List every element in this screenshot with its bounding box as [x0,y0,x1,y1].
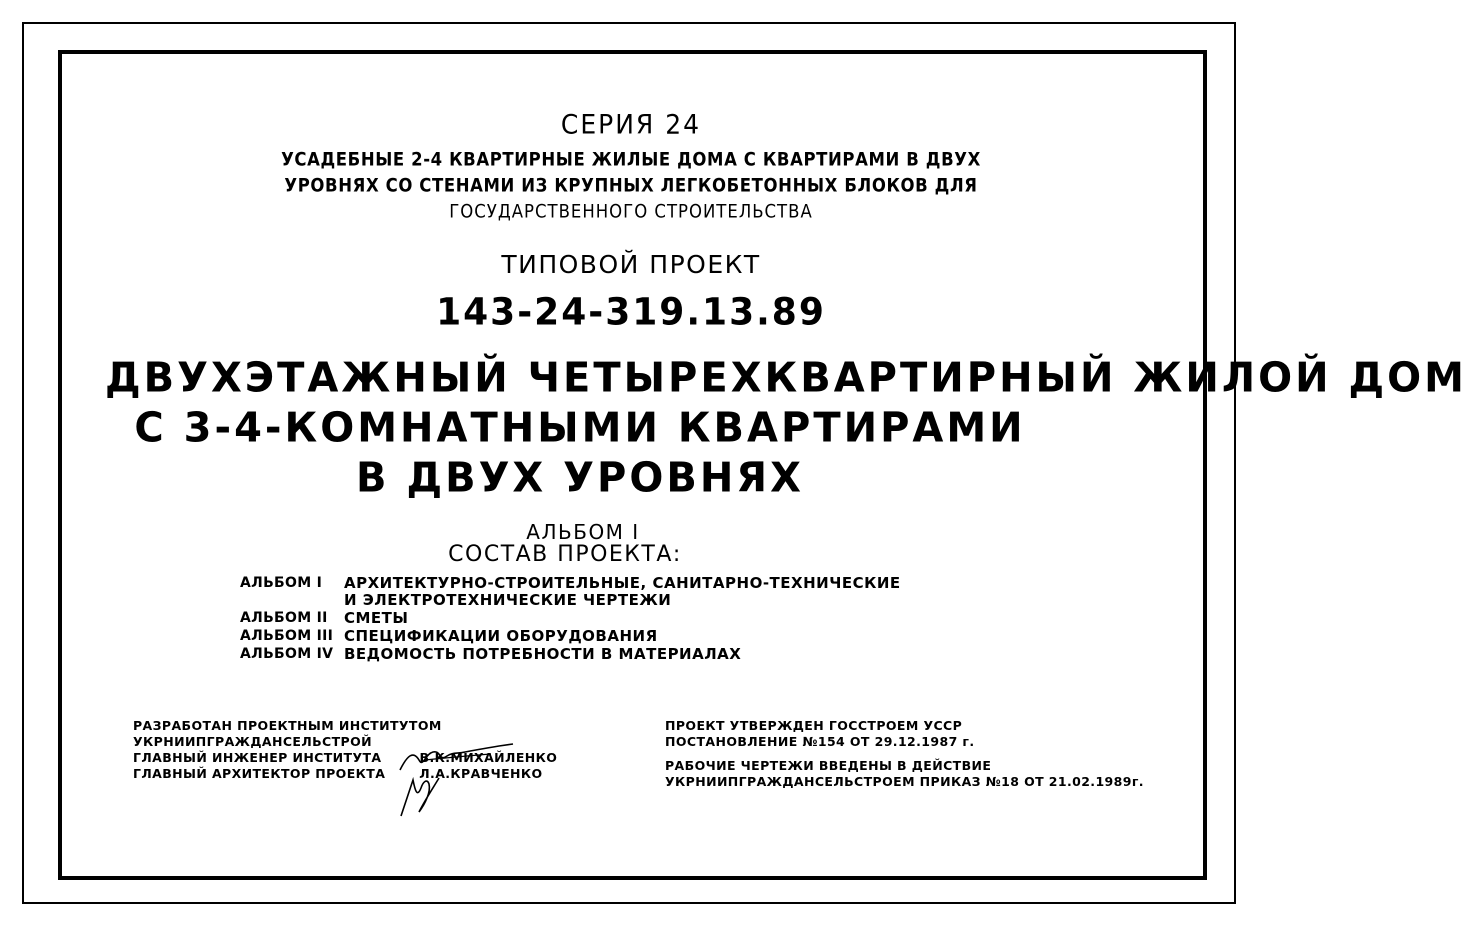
title-line3: В ДВУХ УРОВНЯХ [356,454,804,502]
approval-line2: ПОСТАНОВЛЕНИЕ №154 ОТ 29.12.1987 г. [665,734,975,749]
project-label: ТИПОВОЙ ПРОЕКТ [501,250,761,279]
list-item [240,646,901,663]
album-list [240,575,901,664]
album-description [344,575,901,609]
album-code: АЛЬБОМ I [240,575,323,591]
series-description-line1: УСАДЕБНЫЕ 2-4 КВАРТИРНЫЕ ЖИЛЫЕ ДОМА С КВАРТИРАМИ В ДВУХ [281,148,981,171]
list-item [240,575,901,609]
developer-line2: УКРНИИПГРАЖДАНСЕЛЬСТРОЙ [133,734,373,749]
series-heading: СЕРИЯ 24 [560,109,702,140]
approval-line1: ПРОЕКТ УТВЕРЖДЕН ГОССТРОЕМ УССР [665,718,963,733]
list-item [240,628,901,645]
developer-line1: РАЗРАБОТАН ПРОЕКТНЫМ ИНСТИТУТОМ [133,718,442,733]
chief-architect-name: Л.А.КРАВЧЕНКО [419,766,543,781]
album-description-line1: АРХИТЕКТУРНО-СТРОИТЕЛЬНЫЕ, САНИТАРНО-ТЕХНИЧЕСКИЕ [344,574,901,592]
album-label: АЛЬБОМ I [526,520,640,544]
architect-signature [395,770,445,820]
spacer [665,750,1144,758]
chief-engineer-role: ГЛАВНЫЙ ИНЖЕНЕР ИНСТИТУТА [133,750,382,765]
order-line2: УКРНИИПГРАЖДАНСЕЛЬСТРОЕМ ПРИКАЗ №18 ОТ 21.02.1989г. [665,774,1144,789]
order-line1: РАБОЧИЕ ЧЕРТЕЖИ ВВЕДЕНЫ В ДЕЙСТВИЕ [665,758,992,773]
album-description: ВЕДОМОСТЬ ПОТРЕБНОСТИ В МАТЕРИАЛАХ [344,645,742,663]
album-description: СПЕЦИФИКАЦИИ ОБОРУДОВАНИЯ [344,627,658,645]
chief-architect-role: ГЛАВНЫЙ АРХИТЕКТОР ПРОЕКТА [133,766,386,781]
approval-block [665,718,1144,790]
series-description-line3: ГОСУДАРСТВЕННОГО СТРОИТЕЛЬСТВА [449,200,813,223]
chief-engineer-name: В.К.МИХАЙЛЕНКО [419,750,558,765]
album-code: АЛЬБОМ IV [240,646,334,662]
album-code: АЛЬБОМ II [240,610,328,626]
list-item [240,610,901,627]
album-description-line2: И ЭЛЕКТРОТЕХНИЧЕСКИЕ ЧЕРТЕЖИ [344,591,672,609]
title-line2: С 3-4-КОМНАТНЫМИ КВАРТИРАМИ [134,404,1026,452]
album-description: СМЕТЫ [344,609,409,627]
project-code: 143-24-319.13.89 [436,290,826,335]
album-code: АЛЬБОМ III [240,628,334,644]
series-description-line2: УРОВНЯХ СО СТЕНАМИ ИЗ КРУПНЫХ ЛЕГКОБЕТОННЫХ БЛОКОВ ДЛЯ [284,174,978,197]
composition-heading: СОСТАВ ПРОЕКТА: [448,542,682,567]
title-line1: ДВУХЭТАЖНЫЙ ЧЕТЫРЕХКВАРТИРНЫЙ ЖИЛОЙ ДОМ [105,354,1467,402]
